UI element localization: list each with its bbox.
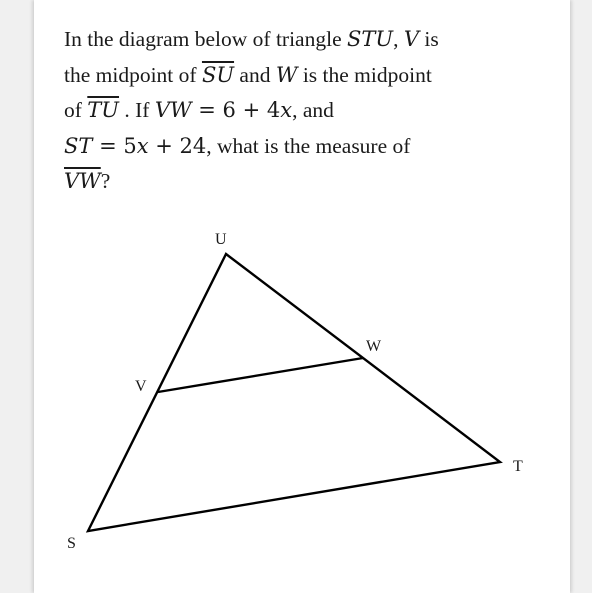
text-fragment: is the midpoint <box>297 62 432 87</box>
equation-part: = 6 + 4 <box>191 98 281 122</box>
point-v: V <box>403 27 420 51</box>
label-s: S <box>67 535 76 552</box>
label-w: W <box>366 338 382 355</box>
segment-su: $\overline{SU}$ <box>201 62 235 87</box>
text-fragment: , <box>393 27 404 51</box>
text-fragment: , what is the measure of <box>206 133 411 158</box>
segment-tu: $\overline{TU}$ <box>87 98 120 122</box>
equation-part: = 5 <box>92 133 137 158</box>
segment-vw-overline: $\overline{VW}$ <box>64 169 101 193</box>
text-fragment: is <box>419 27 439 51</box>
point-w: W <box>275 62 298 87</box>
label-t: T <box>513 458 523 475</box>
variable-x: x <box>136 133 149 158</box>
triangle-name: STU <box>347 27 394 51</box>
variable-x: x <box>280 98 293 122</box>
text-fragment: , and <box>292 98 334 122</box>
midsegment-vw <box>158 358 363 392</box>
triangle-stu <box>88 254 500 531</box>
text-fragment: ? <box>100 169 111 193</box>
triangle-diagram <box>34 0 570 593</box>
segment-st: ST <box>64 133 93 158</box>
label-u: U <box>215 231 227 248</box>
equation-part: + 24 <box>148 133 207 158</box>
text-fragment: In the diagram below of triangle <box>64 27 347 51</box>
segment-vw: VW <box>154 98 192 122</box>
text-fragment: the midpoint of <box>64 62 202 87</box>
text-fragment: . If <box>119 98 155 122</box>
text-fragment: of <box>64 98 88 122</box>
text-fragment: and <box>234 62 276 87</box>
label-v: V <box>135 378 147 395</box>
